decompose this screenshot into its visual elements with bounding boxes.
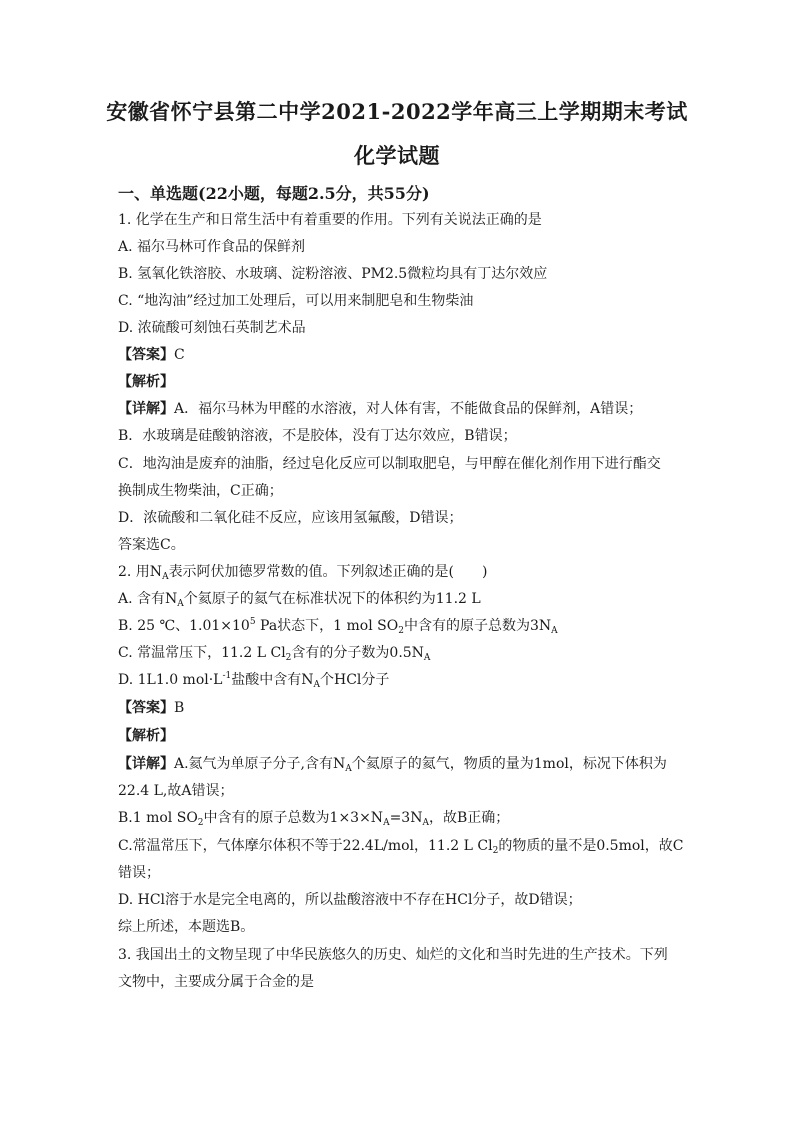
q2-e3-c: =3N [389,810,423,826]
q2-d-sub: A [313,680,321,690]
q2-detail-5: 错误； [118,865,160,881]
q2-e3-sub3: A [422,818,429,828]
document-subtitle: 化学试题 [354,143,440,168]
q2-e3-a: B.1 mol SO [118,810,198,826]
q1-option-b: B. 氢氧化铁溶胶、水玻璃、淀粉溶液、PM2.5微粒均具有丁达尔效应 [118,266,548,282]
q2-b-sup: 5 [249,617,256,627]
q1-detail-d: D．浓硫酸和二氧化硅不反应，应该用氢氟酸，D错误； [118,510,463,526]
q1-detail-b: B．水玻璃是硅酸钠溶液，不是胶体，没有丁达尔效应，B错误； [118,428,517,444]
q2-answer-line [118,698,184,718]
q2-stem-pre: 2. 用N [118,564,163,580]
q2-b-mid2: 中含有的原子总数为3N [403,618,552,634]
q1-option-a: A. 福尔马林可作食品的保鲜剂 [118,239,306,255]
q1-detail-a [118,399,642,419]
q1-detail-c2: 换制成生物柴油，C正确； [118,483,283,499]
q2-d-sup: -1 [222,671,232,681]
q1-option-c: C. “地沟油”经过加工处理后，可以用来制肥皂和生物柴油 [118,293,474,309]
q2-e3-sub2: A [383,818,390,828]
answer-tag: 【答案】 [118,347,174,363]
q2-c-pre: C. 常温常压下，11.2 L Cl [118,645,286,661]
q2-option-c [118,643,430,663]
q3-stem-1: 3. 我国出土的文物呈现了中华民族悠久的历史、灿烂的文化和当时先进的生产技术。下列 [118,947,668,963]
q1-stem: 1. 化学在生产和日常生活中有着重要的作用。下列有关说法正确的是 [118,212,542,228]
q2-detail-4 [118,836,684,856]
q2-b-mid1: Pa状态下，1 mol SO [255,618,399,634]
q2-d-pre: D. 1L1.0 mol·L [118,672,223,688]
q2-e1-a: A.氦气为单原子分子,含有N [174,756,346,772]
answer-tag: 【答案】 [118,700,174,716]
q1-answer-line [118,345,185,365]
section-heading: 一、单选题(22小题，每题2.5分，共55分) [118,184,430,203]
q2-option-b [118,616,558,636]
q1-conclusion: 答案选C。 [118,537,185,553]
q1-detail-a-text: A．福尔马林为甲醛的水溶液，对人体有害，不能做食品的保鲜剂，A错误； [174,401,643,417]
q2-stem [118,562,488,582]
q2-option-a [118,589,481,609]
q2-d-mid: 盐酸中含有N [231,672,314,688]
q1-detail-c1: C．地沟油是废弃的油脂，经过皂化反应可以制取肥皂，与甲醇在催化剂作用下进行酯交 [118,456,661,472]
detail-tag: 【详解】 [118,756,174,772]
q2-answer: B [174,700,185,716]
q2-a-post: 个氦原子的氦气在标准状况下的体积约为11.2 L [183,591,481,607]
q1-answer: C [174,347,185,363]
q2-c-mid: 含有的分子数为0.5N [291,645,424,661]
q2-e3-b: 中含有的原子总数为1×3×N [203,810,384,826]
q2-b-sub1: 2 [398,626,404,636]
q2-e1-sub: A [345,764,352,774]
q2-detail-6: D. HCl溶于水是完全电离的，所以盐酸溶液中不存在HCl分子，故D错误； [118,892,582,908]
q2-detail-1 [118,754,667,774]
q2-e3-sub1: 2 [197,818,204,828]
q2-e3-d: ，故B正确； [428,810,510,826]
q2-a-pre: A. 含有N [118,591,178,607]
q2-conclusion: 综上所述，本题选B。 [118,919,255,935]
q2-e4-sub: 2 [492,846,499,856]
q2-analysis-tag: 【解析】 [118,728,174,744]
q2-b-sub2: A [551,626,558,636]
q2-e1-b: 个氦原子的氦气，物质的量为1mol，标况下体积为 [351,756,667,772]
document-title: 安徽省怀宁县第二中学2021-2022学年高三上学期期末考试 [106,99,688,124]
q2-c-sub1: 2 [285,653,292,663]
q2-detail-2: 22.4 L,故A错误； [118,783,234,799]
q2-stem-post: 表示阿伏加德罗常数的值。下列叙述正确的是( ) [168,564,488,580]
q2-detail-3 [118,808,509,828]
q2-a-sub: A [177,599,184,609]
q3-stem-2: 文物中，主要成分属于合金的是 [118,974,314,990]
q2-e4-b: 的物质的量不是0.5mol，故C [498,838,684,854]
q1-option-d: D. 浓硫酸可刻蚀石英制艺术品 [118,320,306,336]
q1-analysis-tag: 【解析】 [118,374,174,390]
q2-d-post: 个HCl分子 [320,672,390,688]
q2-option-d [118,670,389,690]
q2-b-pre: B. 25 ℃、1.01×10 [118,618,250,634]
q2-e4-a: C.常温常压下，气体摩尔体积不等于22.4L/mol，11.2 L Cl [118,838,493,854]
detail-tag: 【详解】 [118,401,174,417]
q2-c-sub2: A [423,653,431,663]
q2-stem-sub: A [162,572,169,582]
